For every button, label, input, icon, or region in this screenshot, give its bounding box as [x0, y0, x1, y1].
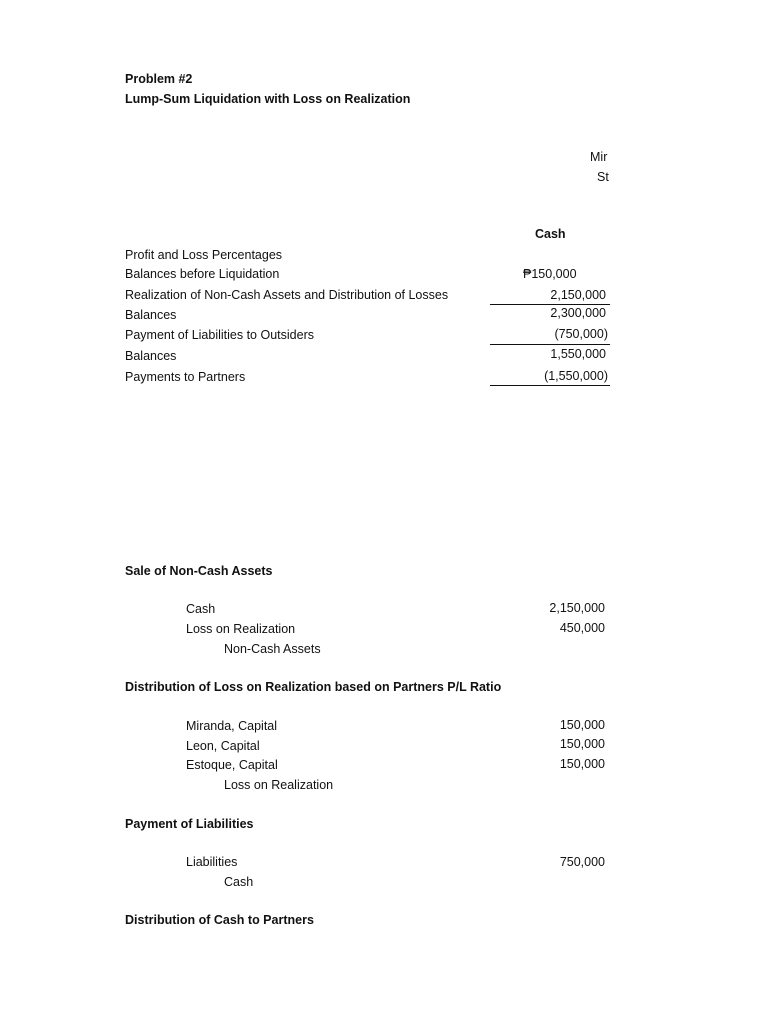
problem-number: Problem #2 — [125, 72, 193, 86]
journal-credit-account: Cash — [224, 875, 254, 889]
subtotal-rule — [490, 344, 610, 345]
statement-row-label: Realization of Non-Cash Assets and Distribution of Losses — [125, 288, 449, 302]
journal-debit-account: Liabilities — [186, 855, 238, 869]
journal-section-title: Sale of Non-Cash Assets — [125, 564, 273, 578]
journal-debit-account: Estoque, Capital — [186, 758, 278, 772]
journal-debit-account: Loss on Realization — [186, 622, 296, 636]
statement-row-label: Balances — [125, 349, 177, 363]
journal-debit-account: Cash — [186, 602, 216, 616]
statement-row-cash: (750,000) — [554, 327, 608, 341]
journal-section-title: Distribution of Loss on Realization based on Partners P/L Ratio — [125, 680, 502, 694]
journal-amount: 150,000 — [559, 718, 605, 732]
journal-credit-account: Non-Cash Assets — [224, 642, 321, 656]
journal-amount: 150,000 — [559, 737, 605, 751]
total-rule — [490, 385, 610, 386]
statement-row-label: Payments to Partners — [125, 370, 246, 384]
journal-section-title: Payment of Liabilities — [125, 817, 254, 831]
journal-amount: 450,000 — [559, 621, 605, 635]
journal-amount: 150,000 — [559, 757, 605, 771]
journal-section-title: Distribution of Cash to Partners — [125, 913, 314, 927]
journal-amount: 750,000 — [559, 855, 605, 869]
journal-debit-account: Miranda, Capital — [186, 719, 278, 733]
statement-row-label: Profit and Loss Percentages — [125, 248, 283, 262]
statement-header-fragment-2: St — [597, 170, 609, 184]
problem-subtitle: Lump-Sum Liquidation with Loss on Realization — [125, 92, 411, 106]
journal-debit-account: Leon, Capital — [186, 739, 260, 753]
statement-row-cash: (1,550,000) — [544, 369, 608, 383]
statement-row-cash: ₱150,000 — [523, 267, 577, 281]
cash-column-header: Cash — [535, 227, 566, 241]
journal-credit-account: Loss on Realization — [224, 778, 334, 792]
journal-amount: 2,150,000 — [549, 601, 605, 615]
statement-row-cash: 2,150,000 — [550, 288, 606, 302]
statement-header-fragment-1: Mir — [590, 150, 608, 164]
statement-row-label: Balances before Liquidation — [125, 267, 280, 281]
statement-row-cash: 1,550,000 — [550, 347, 606, 361]
statement-row-cash: 2,300,000 — [550, 306, 606, 320]
statement-row-label: Payment of Liabilities to Outsiders — [125, 328, 314, 342]
statement-row-label: Balances — [125, 308, 177, 322]
